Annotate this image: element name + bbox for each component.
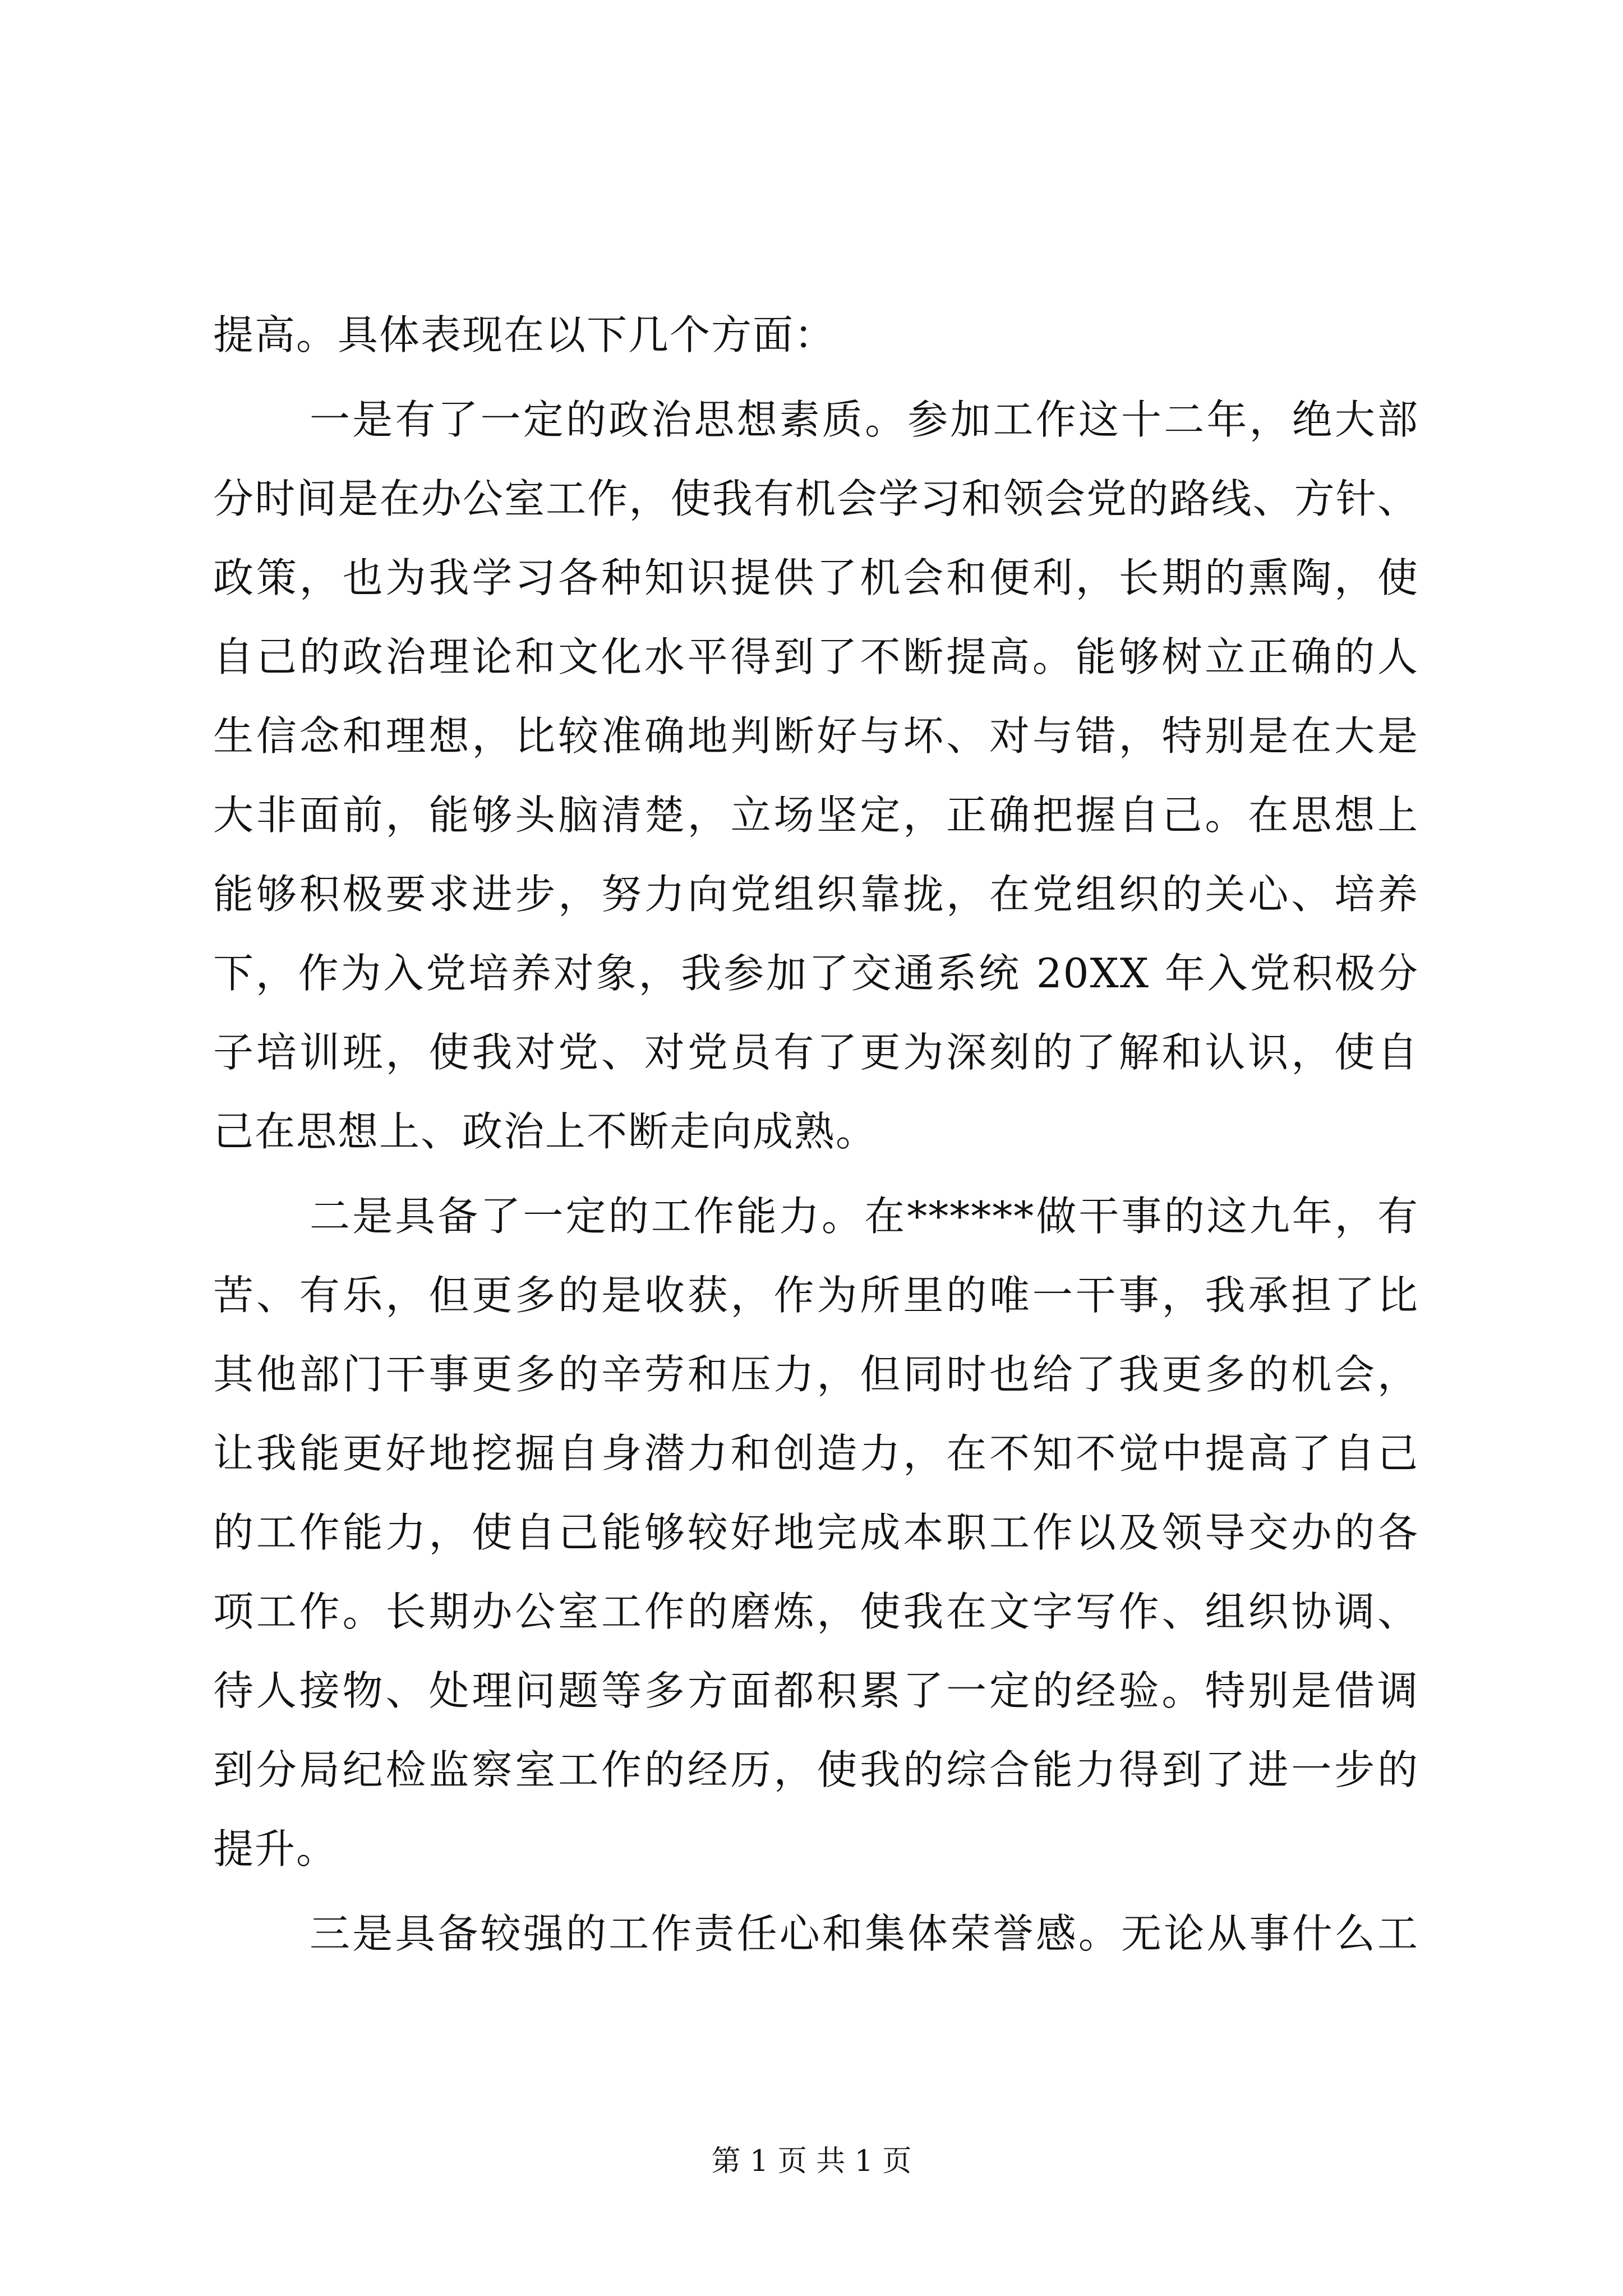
- text-line-4: 政策，也为我学习各种知识提供了机会和便利，长期的熏陶，使: [213, 554, 1419, 601]
- text-line-16: 的工作能力，使自己能够较好地完成本职工作以及领导交办的各: [213, 1509, 1419, 1556]
- text-line-17: 项工作。长期办公室工作的磨炼，使我在文字写作、组织协调、: [213, 1588, 1419, 1635]
- text-line-13: 苦、有乐，但更多的是收获，作为所里的唯一干事，我承担了比: [213, 1272, 1419, 1319]
- text-line-7: 大非面前，能够头脑清楚，立场坚定，正确把握自己。在思想上: [213, 792, 1419, 839]
- text-line-5: 自己的政治理论和文化水平得到了不断提高。能够树立正确的人: [213, 633, 1419, 680]
- text-line-19: 到分局纪检监察室工作的经历，使我的综合能力得到了进一步的: [213, 1746, 1419, 1793]
- text-line-9: 下，作为入党培养对象，我参加了交通系统 20XX 年入党积极分: [213, 950, 1419, 997]
- text-line-20: 提升。: [213, 1825, 338, 1872]
- page-footer: 第 1 页 共 1 页: [711, 2145, 912, 2178]
- text-line-1: 提高。具体表现在以下几个方面：: [213, 311, 836, 358]
- text-line-15: 让我能更好地挖掘自身潜力和创造力，在不知不觉中提高了自己: [213, 1430, 1419, 1477]
- text-line-11: 己在思想上、政治上不断走向成熟。: [213, 1108, 878, 1155]
- text-line-18: 待人接物、处理问题等多方面都积累了一定的经验。特别是借调: [213, 1667, 1419, 1714]
- text-line-6: 生信念和理想，比较准确地判断好与坏、对与错，特别是在大是: [213, 712, 1419, 760]
- text-line-21: 三是具备较强的工作责任心和集体荣誉感。无论从事什么工: [310, 1910, 1419, 1957]
- text-line-14: 其他部门干事更多的辛劳和压力，但同时也给了我更多的机会，: [213, 1351, 1419, 1398]
- text-line-8: 能够积极要求进步，努力向党组织靠拢，在党组织的关心、培养: [213, 871, 1419, 918]
- text-line-12: 二是具备了一定的工作能力。在******做干事的这九年，有: [310, 1193, 1419, 1240]
- text-line-10: 子培训班，使我对党、对党员有了更为深刻的了解和认识，使自: [213, 1029, 1419, 1076]
- text-line-3: 分时间是在办公室工作，使我有机会学习和领会党的路线、方针、: [213, 475, 1419, 522]
- text-line-2: 一是有了一定的政治思想素质。参加工作这十二年，绝大部: [310, 396, 1419, 443]
